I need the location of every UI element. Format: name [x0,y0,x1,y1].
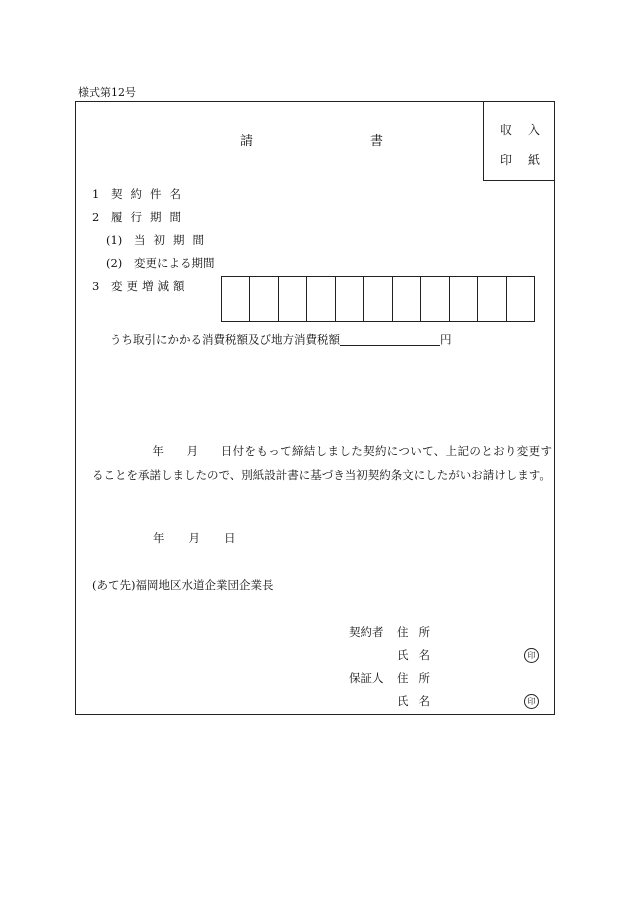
amount-digit-cell[interactable] [421,277,449,321]
amount-digit-cell[interactable] [336,277,364,321]
date-line [153,533,236,545]
date-month-label: 月 [188,531,200,545]
addressee: (あて先)福岡地区水道企業団企業長 [92,578,274,592]
revenue-stamp-label-bottom: 印紙 [500,153,557,167]
amount-digit-cell[interactable] [507,277,534,321]
contractor-role: 契約者 [349,625,384,639]
contractor-seal-icon: 印 [524,648,539,663]
form-number: 様式第12号 [78,86,136,99]
guarantor-seal-icon: 印 [524,694,539,709]
body-year-label: 年 [152,444,165,458]
document-title-second: 書 [370,134,384,149]
item-3-label: 変更増減額 [111,279,189,293]
tax-amount-label: うち取引にかかる消費税額及び地方消費税額 [110,332,340,347]
item-2-number: 2 [92,210,100,224]
item-2-1-number: (1) [106,233,123,247]
amount-digit-cell[interactable] [307,277,335,321]
contractor-name-label: 氏名 [397,648,440,662]
date-day-label: 日 [224,531,236,545]
guarantor-role: 保証人 [349,671,384,685]
item-1-number: 1 [92,187,100,201]
amount-digit-cell[interactable] [250,277,278,321]
amount-digit-cell[interactable] [393,277,421,321]
revenue-stamp-box [483,101,555,181]
tax-amount-line [110,334,452,346]
date-year-label: 年 [153,531,165,545]
item-3-number: 3 [92,279,100,293]
amount-digit-cell[interactable] [279,277,307,321]
amount-digit-cell[interactable] [222,277,250,321]
document-title-first: 請 [240,134,254,149]
item-2-2-label: 変更による期間 [134,256,215,270]
body-paragraph [92,439,552,487]
guarantor-address-label: 住所 [397,671,440,685]
tax-amount-unit: 円 [440,332,452,347]
amount-digit-cell[interactable] [364,277,392,321]
revenue-stamp-label-top: 収入 [500,123,557,137]
guarantor-name-label: 氏名 [397,694,440,708]
item-1-label: 契約件名 [111,187,189,201]
item-2-2-number: (2) [106,256,123,270]
contractor-address-label: 住所 [397,625,440,639]
amount-digit-boxes[interactable] [221,276,535,322]
item-2-label: 履行期間 [111,210,189,224]
item-2-1-label: 当初期間 [134,233,212,247]
body-month-label: 月 [186,444,199,458]
amount-digit-cell[interactable] [450,277,478,321]
body-text: 日付をもって締結しました契約について、上記のとおり変更することを承諾しましたので、別紙設計書に基づき当初契約条文にしたがいお請けします。 [92,444,552,482]
tax-amount-blank[interactable] [340,334,440,346]
amount-digit-cell[interactable] [478,277,506,321]
